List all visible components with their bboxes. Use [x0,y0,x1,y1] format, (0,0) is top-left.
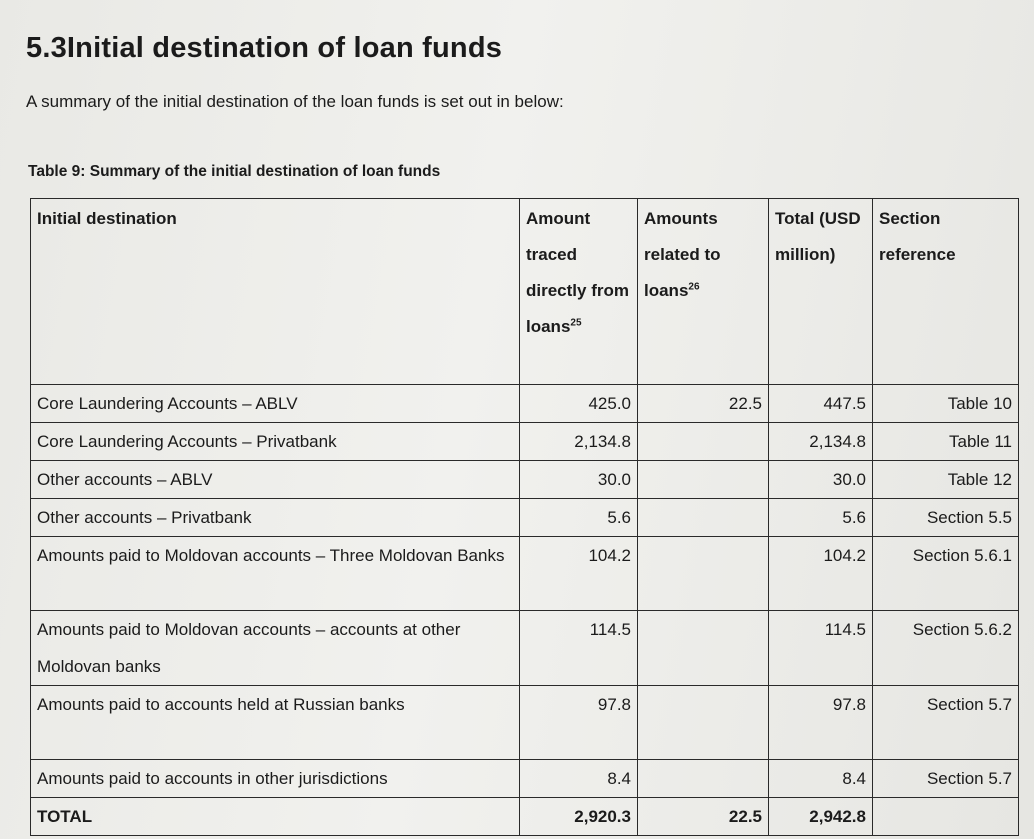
total-traced-cell: 2,920.3 [520,798,638,836]
related-cell [638,461,769,499]
related-cell [638,537,769,611]
reference-cell: Section 5.6.1 [873,537,1019,611]
destination-cell: Amounts paid to accounts in other jurisdictions [31,760,520,798]
reference-cell: Table 10 [873,385,1019,423]
table-row [31,686,1019,760]
destination-cell: Other accounts – ABLV [31,461,520,499]
table-row [31,423,1019,461]
total-cell: 97.8 [769,686,873,760]
header-amount-traced: Amount traced directly from loans$^{25}$ [520,199,638,385]
loan-destination-table [30,198,1019,836]
destination-cell: Other accounts – Privatbank [31,499,520,537]
table-row [31,611,1019,686]
traced-cell: 114.5 [520,611,638,686]
grand-total-cell: 2,942.8 [769,798,873,836]
header-initial-destination: Initial destination [31,199,520,385]
total-cell: 447.5 [769,385,873,423]
table-row [31,537,1019,611]
related-cell: 22.5 [638,385,769,423]
reference-cell: Table 11 [873,423,1019,461]
traced-cell: 2,134.8 [520,423,638,461]
total-cell: 8.4 [769,760,873,798]
intro-paragraph: A summary of the initial destination of the loan funds is set out in below: [26,92,564,111]
related-cell [638,760,769,798]
section-heading: 5.3Initial destination of loan funds [26,32,503,64]
related-cell [638,423,769,461]
table-caption: Table 9: Summary of the initial destination of loan funds [28,163,441,180]
total-related-cell: 22.5 [638,798,769,836]
total-cell: 30.0 [769,461,873,499]
footnote-marker: 25 [570,317,582,329]
total-cell: 114.5 [769,611,873,686]
traced-cell: 5.6 [520,499,638,537]
reference-cell: Section 5.7 [873,760,1019,798]
table-header-row [31,199,1019,385]
table-row [31,499,1019,537]
table-row [31,461,1019,499]
table-row [31,385,1019,423]
destination-cell: Amounts paid to Moldovan accounts – accounts at other Moldovan banks [31,611,520,686]
total-cell: 104.2 [769,537,873,611]
header-section-reference: Section reference [873,199,1019,385]
related-cell [638,611,769,686]
header-total: Total (USD million) [769,199,873,385]
total-label-cell: TOTAL [31,798,520,836]
related-cell [638,686,769,760]
total-row [31,798,1019,836]
table-row [31,760,1019,798]
reference-cell: Table 12 [873,461,1019,499]
traced-cell: 8.4 [520,760,638,798]
traced-cell: 97.8 [520,686,638,760]
destination-cell: Amounts paid to Moldovan accounts – Three Moldovan Banks [31,537,520,611]
destination-cell: Core Laundering Accounts – ABLV [31,385,520,423]
related-cell [638,499,769,537]
destination-cell: Core Laundering Accounts – Privatbank [31,423,520,461]
traced-cell: 425.0 [520,385,638,423]
header-amounts-related: Amounts related to loans$^{26}$ [638,199,769,385]
total-cell: 2,134.8 [769,423,873,461]
reference-cell: Section 5.5 [873,499,1019,537]
reference-cell: Section 5.7 [873,686,1019,760]
total-cell: 5.6 [769,499,873,537]
destination-cell: Amounts paid to accounts held at Russian banks [31,686,520,760]
traced-cell: 30.0 [520,461,638,499]
reference-cell: Section 5.6.2 [873,611,1019,686]
footnote-marker: 26 [688,281,700,293]
total-reference-cell [873,798,1019,836]
traced-cell: 104.2 [520,537,638,611]
